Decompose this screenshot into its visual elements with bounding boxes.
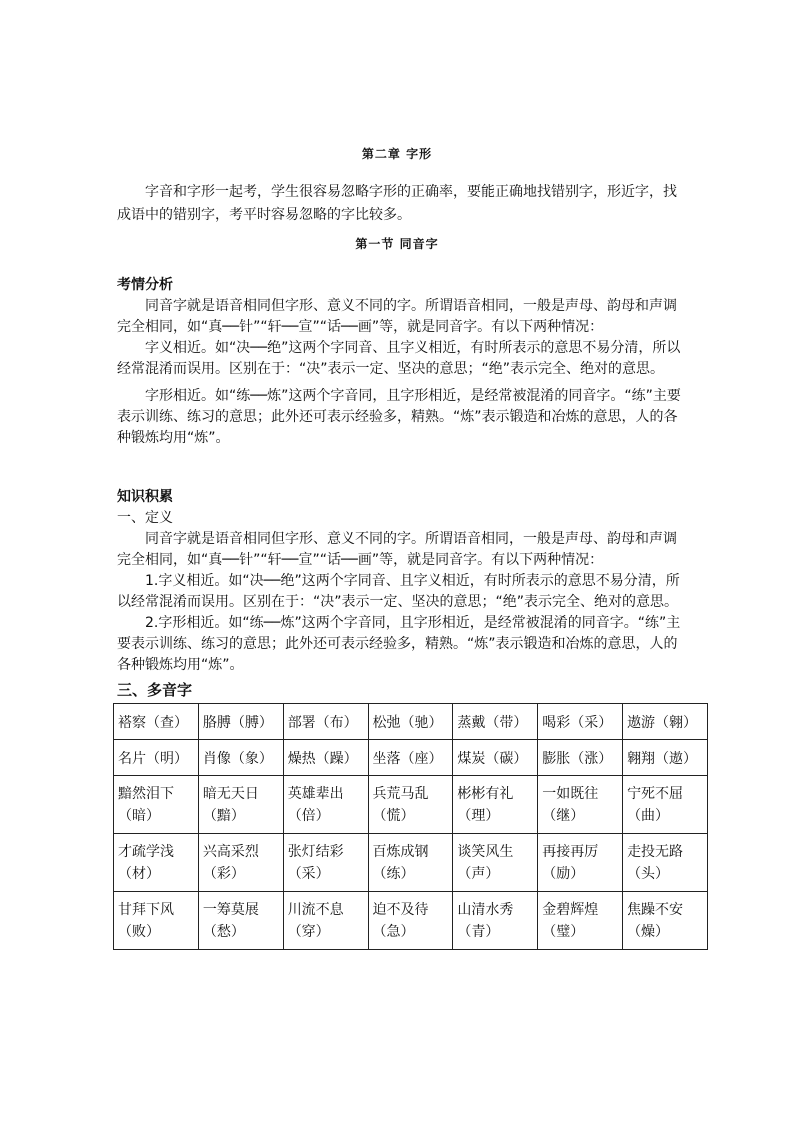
knowledge-paragraph-1: 同音字就是语音相同但字形、意义不同的字。所谓语音相同，一般是声母、韵母和声调完全相同，如“真──针”“轩──宣”“话──画”等，就是同音字。有以下两种情况： <box>117 531 677 568</box>
chapter-title: 第二章 字形 <box>361 147 433 161</box>
idiom-text: 暗无天日 <box>202 785 259 802</box>
table-cell: 胳膊（膊） <box>198 704 283 740</box>
idiom-text: 英雄辈出 <box>287 785 344 802</box>
correction-text: （头） <box>627 865 670 882</box>
knowledge-paragraph-3: 2.字形相近。如“练──炼”这两个字音同，且字形相近，是经常被混淆的同音字。“练”主要表示训练、练习的意思；此外还可表示经验多，精熟。“炼”表示锻造和冶炼的意思，人的各种锻炼均用“炼”。 <box>117 615 681 673</box>
table-cell <box>623 776 708 834</box>
analysis-heading: 考情分析 <box>117 277 173 293</box>
table-row <box>114 776 708 834</box>
correction-text: （倍） <box>287 807 330 824</box>
table-cell: 膨胀（涨） <box>538 740 623 776</box>
table-cell <box>453 834 538 892</box>
table-cell: 蒸戴（带） <box>453 704 538 740</box>
knowledge-section <box>117 487 685 676</box>
table-cell <box>368 892 453 950</box>
idiom-text: 走投无路 <box>627 843 684 860</box>
table-cell <box>623 892 708 950</box>
table-cell: 褡察（查） <box>114 704 199 740</box>
idiom-text: 兵荒马乱 <box>372 785 429 802</box>
correction-text: （理） <box>457 807 500 824</box>
table-cell <box>283 892 368 950</box>
correction-text: （励） <box>542 865 585 882</box>
table-cell: 坐落（座） <box>368 740 453 776</box>
table-cell <box>283 776 368 834</box>
idiom-text: 黯然泪下 <box>118 785 174 802</box>
idiom-text: 谈笑风生 <box>457 843 514 860</box>
idiom-text: 再接再厉 <box>542 843 599 860</box>
correction-text: （彩） <box>202 865 245 882</box>
table-cell <box>114 892 199 950</box>
table-cell <box>453 892 538 950</box>
idiom-text: 兴高采烈 <box>202 843 259 860</box>
table-cell <box>368 776 453 834</box>
section-title: 第一节 同音字 <box>355 237 439 251</box>
table-cell <box>198 834 283 892</box>
table-cell: 遨游（翱） <box>623 704 708 740</box>
idiom-text: 一如既往 <box>542 785 599 802</box>
correction-text: （材） <box>118 865 160 882</box>
correction-text: （继） <box>542 807 585 824</box>
table-cell <box>198 892 283 950</box>
correction-text: （燥） <box>627 923 670 940</box>
correction-text: （练） <box>372 865 415 882</box>
table-cell <box>538 892 623 950</box>
idiom-text: 彬彬有礼 <box>457 785 514 802</box>
correction-text: （黯） <box>202 807 245 824</box>
table-row <box>114 892 708 950</box>
table-row <box>114 740 708 776</box>
table-cell: 燥热（躁） <box>283 740 368 776</box>
correction-text: （愁） <box>202 923 245 940</box>
table-cell: 部署（布） <box>283 704 368 740</box>
idiom-text: 金碧辉煌 <box>542 901 599 918</box>
idiom-text: 宁死不屈 <box>627 785 684 802</box>
intro-paragraph: 字音和字形一起考，学生很容易忽略字形的正确率，要能正确地找错别字，形近字，找成语中的错别字，考平时容易忽略的字比较多。 <box>117 184 677 223</box>
idiom-text: 川流不息 <box>287 901 344 918</box>
table-row <box>114 704 708 740</box>
idiom-text: 迫不及待 <box>372 901 429 918</box>
table-cell: 松弛（驰） <box>368 704 453 740</box>
table-cell: 肖像（象） <box>198 740 283 776</box>
table-cell: 煤炭（碳） <box>453 740 538 776</box>
table-cell <box>538 834 623 892</box>
definition-subheading: 一、定义 <box>117 510 173 526</box>
idiom-text: 一筹莫展 <box>202 901 259 918</box>
table-row <box>114 834 708 892</box>
idiom-text: 甘拜下风 <box>118 901 174 918</box>
table-cell <box>368 834 453 892</box>
correction-text: （暗） <box>118 807 160 824</box>
table-cell <box>623 834 708 892</box>
correction-text: （急） <box>372 923 415 940</box>
table-cell: 喝彩（采） <box>538 704 623 740</box>
polyphone-heading: 三、多音字 <box>117 681 193 699</box>
table-cell <box>114 776 199 834</box>
table-cell <box>453 776 538 834</box>
correction-text: （璧） <box>542 923 585 940</box>
idiom-text: 百炼成钢 <box>372 843 429 860</box>
correction-text: （采） <box>287 865 330 882</box>
correction-text: （败） <box>118 923 160 940</box>
correction-text: （穿） <box>287 923 330 940</box>
table-cell: 翱翔（遨） <box>623 740 708 776</box>
analysis-paragraph-3: 字形相近。如“练──炼”这两个字音同，且字形相近，是经常被混淆的同音字。“练”主要表示训练、练习的意思；此外还可表示经验多，精熟。“炼”表示锻造和冶炼的意思，人的各种锻炼均用“炼”。 <box>117 388 681 446</box>
character-table <box>113 703 708 950</box>
correction-text: （曲） <box>627 807 670 824</box>
knowledge-heading: 知识积累 <box>117 489 173 505</box>
idiom-text: 焦躁不安 <box>627 901 684 918</box>
table-cell <box>198 776 283 834</box>
analysis-section <box>117 275 685 449</box>
table-cell: 名片（明） <box>114 740 199 776</box>
correction-text: （声） <box>457 865 500 882</box>
idiom-text: 张灯结彩 <box>287 843 344 860</box>
table-cell <box>283 834 368 892</box>
correction-text: （慌） <box>372 807 415 824</box>
correction-text: （青） <box>457 923 500 940</box>
knowledge-paragraph-2: 1.字义相近。如“决──绝”这两个字同音、且字义相近，有时所表示的意思不易分清，所以经常混淆而误用。区别在于：“决”表示一定、坚决的意思；“绝”表示完全、绝对的意思。 <box>117 573 680 610</box>
table-cell <box>114 834 199 892</box>
analysis-paragraph-2: 字义相近。如“决──绝”这两个字同音、且字义相近，有时所表示的意思不易分清，所以经常混淆而误用。区别在于：“决”表示一定、坚决的意思；“绝”表示完全、绝对的意思。 <box>117 340 681 377</box>
table-cell <box>538 776 623 834</box>
analysis-paragraph-1: 同音字就是语音相同但字形、意义不同的字。所谓语音相同，一般是声母、韵母和声调完全相同，如“真──针”“轩──宣”“话──画”等，就是同音字。有以下两种情况： <box>117 298 677 335</box>
idiom-text: 才疏学浅 <box>118 843 174 860</box>
idiom-text: 山清水秀 <box>457 901 514 918</box>
